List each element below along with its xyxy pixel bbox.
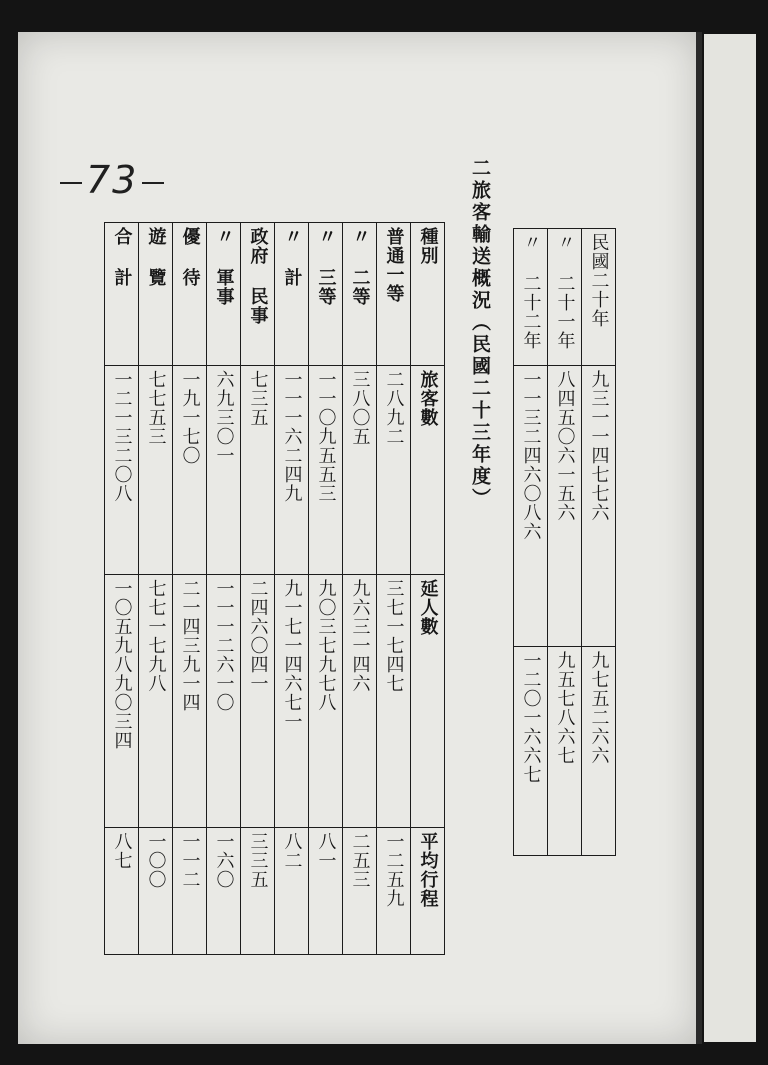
passenger-km: 三七一七四七 <box>383 579 405 693</box>
table-cell <box>548 647 582 856</box>
table-cell <box>377 366 411 575</box>
table-cell <box>139 223 173 366</box>
table-cell <box>514 647 548 856</box>
passenger-count: 二八九二 <box>383 370 405 446</box>
table-cell <box>139 575 173 828</box>
table-cell <box>275 223 309 366</box>
passenger-km: 二一四三九一四 <box>179 579 201 712</box>
table-cell <box>309 366 343 575</box>
passenger-count: 一九一七〇 <box>179 370 201 465</box>
table-cell <box>207 828 241 955</box>
passenger-count: 六九三〇一 <box>213 370 235 465</box>
table-cell <box>548 229 582 366</box>
table-cell <box>377 223 411 366</box>
category-label: 〃 軍事 <box>213 227 235 306</box>
avg-distance: 八一 <box>315 832 337 870</box>
category-label: 〃 三等 <box>315 227 337 306</box>
table-cell <box>343 828 377 955</box>
passenger-km: 一〇五九八九〇三四 <box>111 579 133 750</box>
table-cell <box>309 223 343 366</box>
passenger-count: 八四五〇六一五六 <box>554 370 576 522</box>
table-cell <box>105 575 139 828</box>
passenger-km-header: 延人數 <box>417 579 439 636</box>
page-number: 73 <box>56 158 168 202</box>
year-label: 民國二十年 <box>588 233 610 328</box>
table-cell <box>548 366 582 647</box>
table-cell <box>241 575 275 828</box>
table-cell <box>207 575 241 828</box>
passenger-count: 一二一三二〇八 <box>111 370 133 503</box>
table-cell <box>275 366 309 575</box>
table-cell <box>105 223 139 366</box>
avg-distance: 八七 <box>111 832 133 870</box>
table-cell <box>105 366 139 575</box>
table-cell <box>411 575 445 828</box>
table-cell <box>582 647 616 856</box>
table-cell <box>411 223 445 366</box>
passenger-count: 一一三二四六〇八六 <box>520 370 542 541</box>
table-cell <box>241 828 275 955</box>
table-cell <box>377 575 411 828</box>
table-cell <box>514 229 548 366</box>
category-label: 遊 覽 <box>145 227 167 287</box>
avg-distance: 一一二 <box>179 832 201 889</box>
category-label: 政府 民事 <box>247 227 269 325</box>
table-cell <box>343 575 377 828</box>
table-cell <box>275 828 309 955</box>
passenger-count: 三八〇五 <box>349 370 371 446</box>
table-cell <box>173 828 207 955</box>
avg-distance: 一六〇 <box>213 832 235 889</box>
avg-distance: 一二五九 <box>383 832 405 908</box>
passenger-category-table <box>104 222 445 955</box>
table-cell <box>343 366 377 575</box>
section-heading: 二旅客輸送概況（民國二十三年度） <box>469 158 491 510</box>
category-header: 種別 <box>417 227 439 265</box>
category-label: 優 待 <box>179 227 201 287</box>
avg-distance: 二五三 <box>349 832 371 889</box>
passenger-km: 七七一七九八 <box>145 579 167 693</box>
table-cell <box>582 366 616 647</box>
table-cell <box>105 828 139 955</box>
passenger-count: 一一一六二四九 <box>281 370 303 503</box>
table-cell <box>139 366 173 575</box>
table-cell <box>411 366 445 575</box>
table-cell <box>173 223 207 366</box>
table-cell <box>173 366 207 575</box>
passenger-km: 九五七八六七 <box>554 651 576 765</box>
passenger-count: 九三一一四七七六 <box>588 370 610 522</box>
table-cell <box>343 223 377 366</box>
table-cell <box>241 366 275 575</box>
passenger-km: 九七五二六六 <box>588 651 610 765</box>
yearly-summary-table <box>513 228 616 856</box>
table-cell <box>377 828 411 955</box>
category-label: 〃 計 <box>281 227 303 287</box>
passenger-km: 一一一二六一〇 <box>213 579 235 712</box>
table-cell <box>207 366 241 575</box>
next-page-edge <box>704 34 756 1042</box>
table-cell <box>309 828 343 955</box>
category-label: 普通一等 <box>383 227 405 303</box>
table-cell <box>582 229 616 366</box>
table-cell <box>241 223 275 366</box>
passenger-km: 一二〇一六六七 <box>520 651 542 784</box>
table-cell <box>411 828 445 955</box>
passenger-km: 九六三一四六 <box>349 579 371 693</box>
avg-distance: 八二 <box>281 832 303 870</box>
table-cell <box>207 223 241 366</box>
category-label: 合 計 <box>111 227 133 287</box>
table-cell <box>139 828 173 955</box>
year-label: 〃 二十一年 <box>554 233 576 350</box>
category-label: 〃 二等 <box>349 227 371 306</box>
page-fold <box>696 32 702 1044</box>
year-label: 〃 二十二年 <box>520 233 542 350</box>
table-cell <box>514 366 548 647</box>
table-cell <box>309 575 343 828</box>
table-cell <box>173 575 207 828</box>
passenger-km: 二四六〇四一 <box>247 579 269 693</box>
table-cell <box>275 575 309 828</box>
passenger-count: 一一〇九五五三 <box>315 370 337 503</box>
passenger-km: 九一七一四六七一 <box>281 579 303 731</box>
passengers-header: 旅客數 <box>417 370 439 427</box>
avg-distance-header: 平均行程 <box>417 832 439 908</box>
passenger-count: 七三五 <box>247 370 269 427</box>
passenger-count: 七七五三 <box>145 370 167 446</box>
avg-distance: 一〇〇 <box>145 832 167 889</box>
passenger-km: 九〇三七九七八 <box>315 579 337 712</box>
avg-distance: 三三五 <box>247 832 269 889</box>
